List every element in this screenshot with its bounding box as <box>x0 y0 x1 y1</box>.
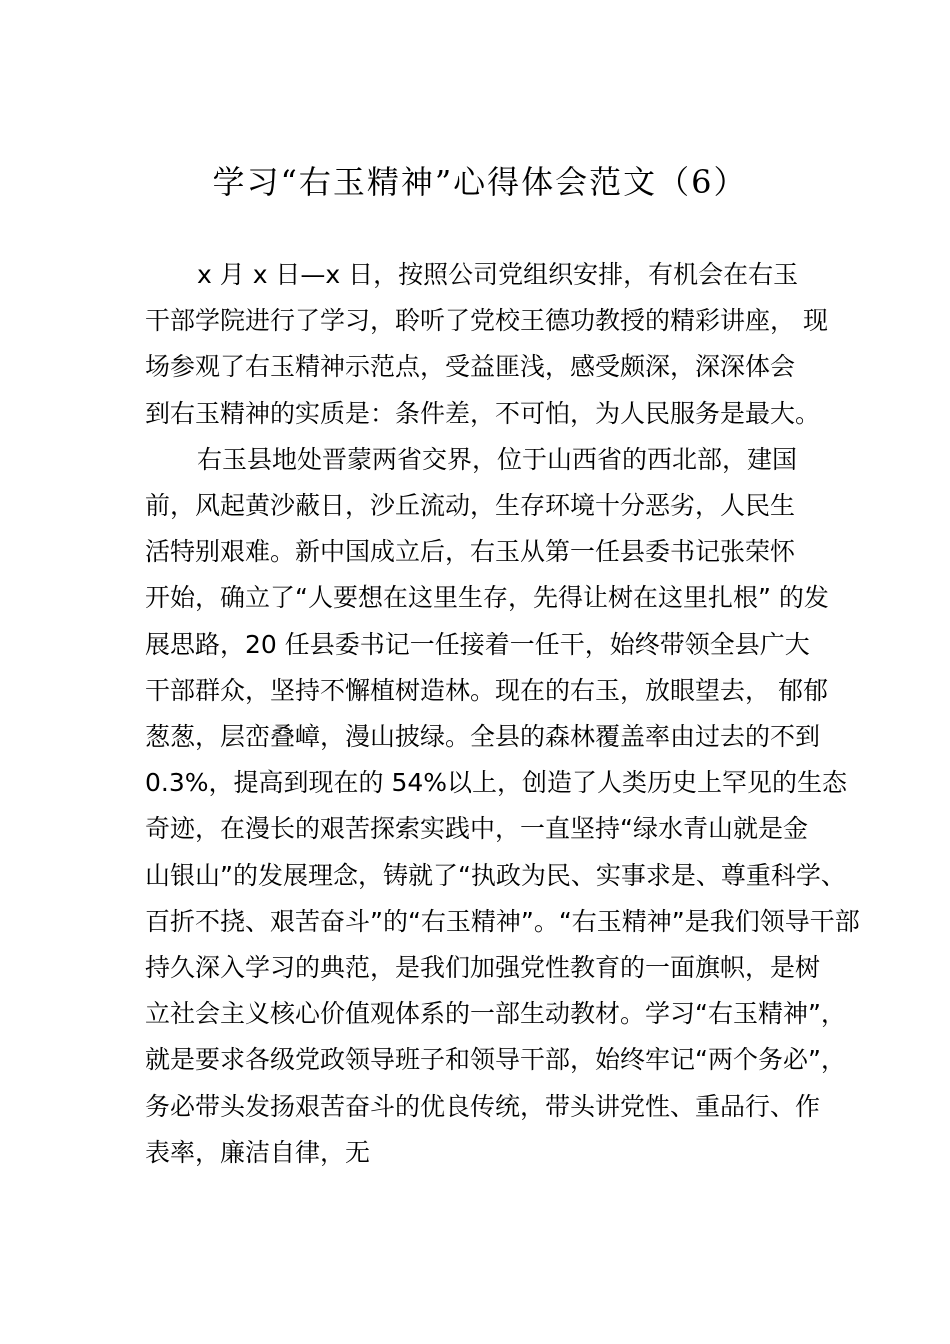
paragraph-line: 活特别艰难。新中国成立后，右玉从第一任县委书记张荣怀 <box>145 537 796 567</box>
paragraph-line: 奇迹，在漫长的艰苦探索实践中，一直坚持“绿水青山就是金 <box>145 814 808 844</box>
paragraph-line: 开始，确立了“人要想在这里生存，先得让树在这里扎根” 的发 <box>145 583 829 613</box>
document-body <box>145 252 860 1176</box>
paragraph-1 <box>145 252 835 437</box>
paragraph-line: 0.3%，提高到现在的 54%以上，创造了人类历史上罕见的生态 <box>145 768 848 798</box>
paragraph-line: 表率，廉洁自律，无 <box>145 1137 371 1167</box>
paragraph-line: 葱葱，层峦叠嶂，漫山披绿。全县的森林覆盖率由过去的不到 <box>145 722 821 752</box>
paragraph-line: 右玉县地处晋蒙两省交界，位于山西省的西北部，建国 <box>197 444 798 474</box>
paragraph-line: 就是要求各级党政领导班子和领导干部，始终牢记“两个务必”， <box>145 1045 846 1075</box>
paragraph-line: 山银山”的发展理念，铸就了“执政为民、实事求是、尊重科学、 <box>145 860 846 890</box>
paragraph-line: 前，风起黄沙蔽日，沙丘流动，生存环境十分恶劣，人民生 <box>145 491 796 521</box>
paragraph-line: 立社会主义核心价值观体系的一部生动教材。学习“右玉精神”， <box>145 999 846 1029</box>
paragraph-line: 百折不挠、艰苦奋斗”的“右玉精神”。“右玉精神”是我们领导干部 <box>145 906 860 936</box>
paragraph-line: x 月 x 日—x 日，按照公司党组织安排，有机会在右玉 <box>197 260 799 289</box>
paragraph-line: 展思路，20 任县委书记一任接着一任干，始终带领全县广大 <box>145 629 810 659</box>
document-title: 学习“右玉精神”心得体会范文（6） <box>212 163 748 201</box>
paragraph-line: 场参观了右玉精神示范点，受益匪浅，感受颇深，深深体会 <box>145 352 796 382</box>
paragraph-line: 持久深入学习的典范，是我们加强党性教育的一面旗帜，是树 <box>145 953 821 983</box>
paragraph-line: 干部群众，坚持不懈植树造林。现在的右玉，放眼望去， 郁郁 <box>145 675 828 705</box>
paragraph-line: 干部学院进行了学习，聆听了党校王德功教授的精彩讲座， 现 <box>145 306 828 336</box>
paragraph-line: 务必带头发扬艰苦奋斗的优良传统，带头讲党性、重品行、作 <box>145 1091 821 1121</box>
paragraph-line: 到右玉精神的实质是：条件差，不可怕，为人民服务是最大。 <box>145 398 821 428</box>
paragraph-2 <box>145 437 860 1176</box>
